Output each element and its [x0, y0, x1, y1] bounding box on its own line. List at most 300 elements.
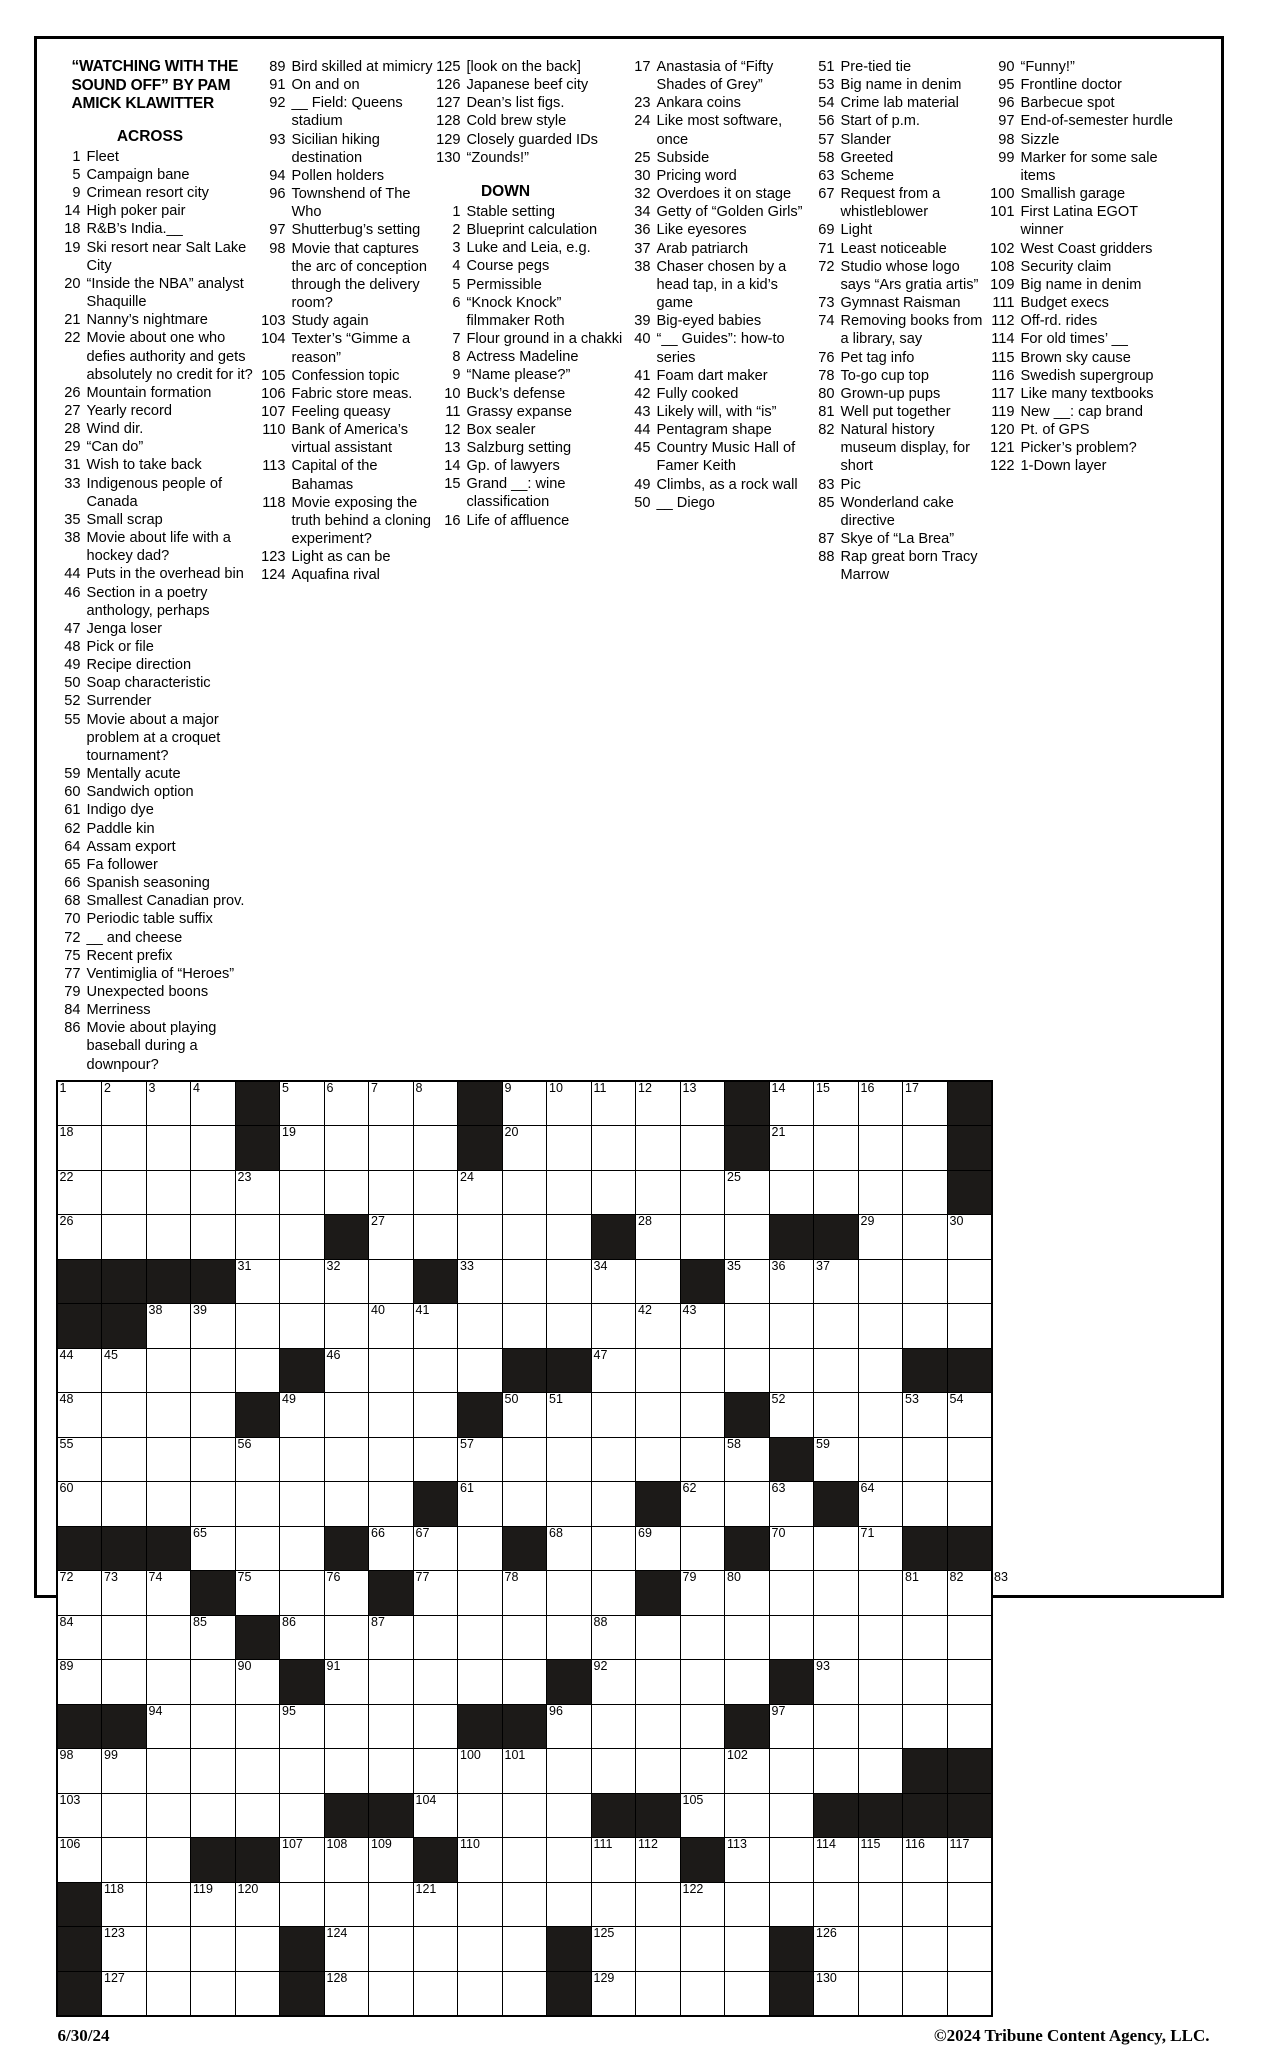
grid-cell-114[interactable] — [814, 1838, 859, 1883]
clue-down-95[interactable] — [990, 76, 1180, 94]
grid-cell[interactable] — [547, 1304, 592, 1349]
grid-cell[interactable] — [458, 1971, 503, 2016]
clue-across-47[interactable] — [56, 620, 261, 638]
grid-cell-90[interactable] — [235, 1660, 280, 1705]
grid-cell[interactable] — [858, 1304, 903, 1349]
grid-cell-104[interactable] — [413, 1793, 458, 1838]
grid-cell[interactable] — [146, 1126, 191, 1171]
grid-cell-42[interactable] — [636, 1304, 681, 1349]
grid-cell[interactable] — [769, 1170, 814, 1215]
grid-cell[interactable] — [369, 1482, 414, 1527]
grid-cell-113[interactable] — [725, 1838, 770, 1883]
grid-cell-122[interactable] — [680, 1882, 725, 1927]
grid-cell[interactable] — [725, 1482, 770, 1527]
grid-cell-97[interactable] — [769, 1704, 814, 1749]
clue-down-16[interactable] — [436, 512, 626, 530]
clue-down-7[interactable] — [436, 330, 626, 348]
clue-down-102[interactable] — [990, 240, 1180, 258]
grid-cell-39[interactable] — [191, 1304, 236, 1349]
grid-cell-45[interactable] — [102, 1348, 147, 1393]
grid-cell-7[interactable] — [369, 1081, 414, 1126]
clue-across-105[interactable] — [261, 367, 436, 385]
grid-cell-35[interactable] — [725, 1259, 770, 1304]
grid-cell-100[interactable] — [458, 1749, 503, 1794]
clue-down-13[interactable] — [436, 439, 626, 457]
grid-cell[interactable] — [680, 1704, 725, 1749]
grid-cell[interactable] — [680, 1215, 725, 1260]
grid-cell[interactable] — [280, 1437, 325, 1482]
grid-cell[interactable] — [903, 1882, 948, 1927]
grid-cell[interactable] — [191, 1971, 236, 2016]
grid-cell-48[interactable] — [57, 1393, 102, 1438]
clue-down-2[interactable] — [436, 221, 626, 239]
grid-cell[interactable] — [636, 1437, 681, 1482]
grid-cell-55[interactable] — [57, 1437, 102, 1482]
clue-across-49[interactable] — [56, 656, 261, 674]
clue-down-83[interactable] — [810, 476, 990, 494]
grid-cell-129[interactable] — [591, 1971, 636, 2016]
grid-cell-36[interactable] — [769, 1259, 814, 1304]
grid-cell[interactable] — [102, 1793, 147, 1838]
clue-across-19[interactable] — [56, 239, 261, 275]
grid-cell-41[interactable] — [413, 1304, 458, 1349]
grid-cell-130[interactable] — [814, 1971, 859, 2016]
grid-cell[interactable] — [814, 1170, 859, 1215]
clue-down-98[interactable] — [990, 131, 1180, 149]
grid-cell-115[interactable] — [858, 1838, 903, 1883]
grid-cell[interactable] — [324, 1704, 369, 1749]
clue-down-81[interactable] — [810, 403, 990, 421]
clue-across-35[interactable] — [56, 511, 261, 529]
grid-cell[interactable] — [636, 1971, 681, 2016]
grid-cell[interactable] — [413, 1927, 458, 1972]
clue-down-36[interactable] — [626, 221, 810, 239]
grid-cell[interactable] — [235, 1482, 280, 1527]
clue-down-69[interactable] — [810, 221, 990, 239]
clue-across-91[interactable] — [261, 76, 436, 94]
grid-cell-117[interactable] — [947, 1838, 992, 1883]
clue-down-116[interactable] — [990, 367, 1180, 385]
grid-cell[interactable] — [413, 1348, 458, 1393]
grid-cell-121[interactable] — [413, 1882, 458, 1927]
grid-cell-91[interactable] — [324, 1660, 369, 1705]
grid-cell[interactable] — [947, 1259, 992, 1304]
grid-cell-69[interactable] — [636, 1526, 681, 1571]
clue-down-41[interactable] — [626, 367, 810, 385]
grid-cell-105[interactable] — [680, 1793, 725, 1838]
grid-cell[interactable] — [947, 1437, 992, 1482]
clue-down-120[interactable] — [990, 421, 1180, 439]
grid-cell[interactable] — [146, 1170, 191, 1215]
clue-across-107[interactable] — [261, 403, 436, 421]
grid-cell[interactable] — [858, 1437, 903, 1482]
clue-across-46[interactable] — [56, 584, 261, 620]
grid-cell[interactable] — [102, 1393, 147, 1438]
grid-cell-75[interactable] — [235, 1571, 280, 1616]
grid-cell[interactable] — [858, 1749, 903, 1794]
grid-cell-106[interactable] — [57, 1838, 102, 1883]
grid-cell[interactable] — [680, 1437, 725, 1482]
clue-across-55[interactable] — [56, 711, 261, 765]
grid-cell-56[interactable] — [235, 1437, 280, 1482]
grid-cell-118[interactable] — [102, 1882, 147, 1927]
clue-across-118[interactable] — [261, 494, 436, 548]
clue-across-18[interactable] — [56, 220, 261, 238]
grid-cell[interactable] — [191, 1793, 236, 1838]
grid-cell[interactable] — [680, 1393, 725, 1438]
grid-cell[interactable] — [903, 1304, 948, 1349]
grid-cell-30[interactable] — [947, 1215, 992, 1260]
grid-cell[interactable] — [280, 1882, 325, 1927]
grid-cell-65[interactable] — [191, 1526, 236, 1571]
grid-cell[interactable] — [858, 1882, 903, 1927]
grid-cell[interactable] — [680, 1660, 725, 1705]
grid-cell[interactable] — [280, 1571, 325, 1616]
grid-cell[interactable] — [235, 1526, 280, 1571]
grid-cell[interactable] — [502, 1793, 547, 1838]
grid-cell[interactable] — [191, 1170, 236, 1215]
clue-across-1[interactable] — [56, 148, 261, 166]
grid-cell-101[interactable] — [502, 1749, 547, 1794]
grid-cell-19[interactable] — [280, 1126, 325, 1171]
grid-cell[interactable] — [280, 1482, 325, 1527]
clue-down-44[interactable] — [626, 421, 810, 439]
grid-cell[interactable] — [235, 1304, 280, 1349]
grid-cell[interactable] — [413, 1704, 458, 1749]
grid-cell[interactable] — [280, 1526, 325, 1571]
clue-down-80[interactable] — [810, 385, 990, 403]
grid-cell[interactable] — [191, 1749, 236, 1794]
grid-cell-53[interactable] — [903, 1393, 948, 1438]
clue-down-45[interactable] — [626, 439, 810, 475]
grid-cell-52[interactable] — [769, 1393, 814, 1438]
grid-cell[interactable] — [636, 1170, 681, 1215]
grid-cell-38[interactable] — [146, 1304, 191, 1349]
grid-cell-11[interactable] — [591, 1081, 636, 1126]
clue-down-82[interactable] — [810, 421, 990, 475]
grid-cell-25[interactable] — [725, 1170, 770, 1215]
clue-down-76[interactable] — [810, 349, 990, 367]
clue-down-38[interactable] — [626, 258, 810, 312]
grid-cell-74[interactable] — [146, 1571, 191, 1616]
grid-cell[interactable] — [636, 1749, 681, 1794]
grid-cell-125[interactable] — [591, 1927, 636, 1972]
clue-across-84[interactable] — [56, 1001, 261, 1019]
clue-across-61[interactable] — [56, 801, 261, 819]
grid-cell[interactable] — [146, 1749, 191, 1794]
grid-cell[interactable] — [146, 1971, 191, 2016]
grid-cell-128[interactable] — [324, 1971, 369, 2016]
clue-down-78[interactable] — [810, 367, 990, 385]
grid-cell-29[interactable] — [858, 1215, 903, 1260]
clue-across-64[interactable] — [56, 838, 261, 856]
grid-cell[interactable] — [191, 1215, 236, 1260]
clue-across-38[interactable] — [56, 529, 261, 565]
grid-cell[interactable] — [947, 1971, 992, 2016]
grid-cell[interactable] — [458, 1348, 503, 1393]
grid-cell[interactable] — [769, 1793, 814, 1838]
clue-across-27[interactable] — [56, 402, 261, 420]
clue-across-52[interactable] — [56, 692, 261, 710]
grid-cell[interactable] — [680, 1927, 725, 1972]
clue-down-112[interactable] — [990, 312, 1180, 330]
grid-cell-99[interactable] — [102, 1749, 147, 1794]
grid-cell[interactable] — [547, 1882, 592, 1927]
grid-cell[interactable] — [324, 1304, 369, 1349]
clue-down-39[interactable] — [626, 312, 810, 330]
clue-down-109[interactable] — [990, 276, 1180, 294]
grid-cell[interactable] — [814, 1526, 859, 1571]
grid-cell[interactable] — [636, 1927, 681, 1972]
grid-cell[interactable] — [502, 1838, 547, 1883]
grid-cell[interactable] — [369, 1259, 414, 1304]
grid-cell[interactable] — [858, 1393, 903, 1438]
grid-cell[interactable] — [947, 1304, 992, 1349]
grid-cell[interactable] — [146, 1393, 191, 1438]
grid-cell[interactable] — [369, 1393, 414, 1438]
grid-cell[interactable] — [547, 1215, 592, 1260]
grid-cell-4[interactable] — [191, 1081, 236, 1126]
grid-cell[interactable] — [502, 1215, 547, 1260]
grid-cell[interactable] — [769, 1348, 814, 1393]
clue-down-37[interactable] — [626, 240, 810, 258]
grid-cell[interactable] — [191, 1437, 236, 1482]
grid-cell[interactable] — [280, 1170, 325, 1215]
grid-cell[interactable] — [280, 1304, 325, 1349]
grid-cell-17[interactable] — [903, 1081, 948, 1126]
clue-across-93[interactable] — [261, 131, 436, 167]
grid-cell[interactable] — [547, 1482, 592, 1527]
grid-cell[interactable] — [413, 1971, 458, 2016]
grid-cell-26[interactable] — [57, 1215, 102, 1260]
clue-across-29[interactable] — [56, 438, 261, 456]
clue-down-11[interactable] — [436, 403, 626, 421]
clue-down-42[interactable] — [626, 385, 810, 403]
grid-cell-34[interactable] — [591, 1259, 636, 1304]
grid-cell[interactable] — [858, 1927, 903, 1972]
grid-cell-120[interactable] — [235, 1882, 280, 1927]
grid-cell[interactable] — [636, 1348, 681, 1393]
grid-cell[interactable] — [146, 1927, 191, 1972]
grid-cell[interactable] — [413, 1393, 458, 1438]
grid-cell-67[interactable] — [413, 1526, 458, 1571]
grid-cell[interactable] — [324, 1882, 369, 1927]
grid-cell-107[interactable] — [280, 1838, 325, 1883]
grid-cell[interactable] — [903, 1704, 948, 1749]
grid-cell-63[interactable] — [769, 1482, 814, 1527]
grid-cell[interactable] — [369, 1660, 414, 1705]
grid-cell-28[interactable] — [636, 1215, 681, 1260]
clue-across-77[interactable] — [56, 965, 261, 983]
grid-cell-40[interactable] — [369, 1304, 414, 1349]
clue-down-4[interactable] — [436, 257, 626, 275]
grid-cell[interactable] — [680, 1971, 725, 2016]
grid-cell[interactable] — [547, 1749, 592, 1794]
grid-cell[interactable] — [369, 1971, 414, 2016]
grid-cell[interactable] — [903, 1437, 948, 1482]
grid-cell[interactable] — [725, 1215, 770, 1260]
grid-cell-110[interactable] — [458, 1838, 503, 1883]
grid-cell-12[interactable] — [636, 1081, 681, 1126]
clue-across-21[interactable] — [56, 311, 261, 329]
grid-cell[interactable] — [591, 1749, 636, 1794]
clue-across-126[interactable] — [436, 76, 626, 94]
grid-cell-44[interactable] — [57, 1348, 102, 1393]
clue-down-111[interactable] — [990, 294, 1180, 312]
grid-cell[interactable] — [947, 1927, 992, 1972]
grid-cell[interactable] — [725, 1971, 770, 2016]
grid-cell[interactable] — [814, 1348, 859, 1393]
crossword-grid[interactable] — [56, 1080, 1008, 2018]
clue-across-86[interactable] — [56, 1019, 261, 1073]
clue-down-53[interactable] — [810, 76, 990, 94]
grid-cell[interactable] — [502, 1304, 547, 1349]
clue-down-54[interactable] — [810, 94, 990, 112]
grid-cell-10[interactable] — [547, 1081, 592, 1126]
grid-cell[interactable] — [458, 1660, 503, 1705]
clue-across-60[interactable] — [56, 783, 261, 801]
grid-cell[interactable] — [814, 1393, 859, 1438]
clue-across-89[interactable] — [261, 58, 436, 76]
grid-cell-96[interactable] — [547, 1704, 592, 1749]
grid-cell[interactable] — [858, 1259, 903, 1304]
grid-cell[interactable] — [413, 1170, 458, 1215]
clue-down-56[interactable] — [810, 112, 990, 130]
clue-down-12[interactable] — [436, 421, 626, 439]
clue-down-114[interactable] — [990, 330, 1180, 348]
grid-cell[interactable] — [191, 1126, 236, 1171]
clue-down-34[interactable] — [626, 203, 810, 221]
grid-cell[interactable] — [102, 1838, 147, 1883]
clue-down-100[interactable] — [990, 185, 1180, 203]
grid-cell-77[interactable] — [413, 1571, 458, 1616]
grid-cell[interactable] — [146, 1882, 191, 1927]
clue-across-128[interactable] — [436, 112, 626, 130]
clue-across-22[interactable] — [56, 329, 261, 383]
clue-across-94[interactable] — [261, 167, 436, 185]
grid-cell-103[interactable] — [57, 1793, 102, 1838]
grid-cell-76[interactable] — [324, 1571, 369, 1616]
grid-cell[interactable] — [502, 1170, 547, 1215]
grid-cell[interactable] — [502, 1882, 547, 1927]
grid-cell[interactable] — [502, 1482, 547, 1527]
grid-cell[interactable] — [146, 1437, 191, 1482]
clue-down-63[interactable] — [810, 167, 990, 185]
grid-cell-47[interactable] — [591, 1348, 636, 1393]
clue-down-119[interactable] — [990, 403, 1180, 421]
grid-cell-59[interactable] — [814, 1437, 859, 1482]
clue-down-43[interactable] — [626, 403, 810, 421]
grid-cell[interactable] — [547, 1838, 592, 1883]
clue-down-14[interactable] — [436, 457, 626, 475]
grid-cell[interactable] — [903, 1971, 948, 2016]
clue-down-74[interactable] — [810, 312, 990, 348]
grid-cell-60[interactable] — [57, 1482, 102, 1527]
grid-cell[interactable] — [814, 1304, 859, 1349]
grid-cell[interactable] — [636, 1882, 681, 1927]
grid-cell[interactable] — [413, 1215, 458, 1260]
grid-cell-43[interactable] — [680, 1304, 725, 1349]
grid-cell-94[interactable] — [146, 1704, 191, 1749]
grid-cell-3[interactable] — [146, 1081, 191, 1126]
grid-cell-71[interactable] — [858, 1526, 903, 1571]
grid-cell[interactable] — [725, 1793, 770, 1838]
grid-cell-5[interactable] — [280, 1081, 325, 1126]
clue-across-75[interactable] — [56, 947, 261, 965]
clue-down-40[interactable] — [626, 330, 810, 366]
grid-cell[interactable] — [591, 1571, 636, 1616]
grid-cell-81[interactable] — [903, 1571, 948, 1616]
grid-cell[interactable] — [903, 1927, 948, 1972]
grid-cell-95[interactable] — [280, 1704, 325, 1749]
grid-cell[interactable] — [458, 1526, 503, 1571]
grid-cell[interactable] — [102, 1126, 147, 1171]
grid-cell[interactable] — [769, 1749, 814, 1794]
grid-cell[interactable] — [725, 1660, 770, 1705]
clue-down-99[interactable] — [990, 149, 1180, 185]
grid-cell-18[interactable] — [57, 1126, 102, 1171]
grid-cell-62[interactable] — [680, 1482, 725, 1527]
grid-cell[interactable] — [502, 1660, 547, 1705]
grid-cell[interactable] — [146, 1660, 191, 1705]
grid-cell[interactable] — [591, 1882, 636, 1927]
clue-down-3[interactable] — [436, 239, 626, 257]
grid-cell[interactable] — [146, 1215, 191, 1260]
clue-across-129[interactable] — [436, 131, 626, 149]
clue-across-20[interactable] — [56, 275, 261, 311]
grid-cell-23[interactable] — [235, 1170, 280, 1215]
clue-down-88[interactable] — [810, 548, 990, 584]
grid-cell[interactable] — [814, 1749, 859, 1794]
grid-cell[interactable] — [680, 1749, 725, 1794]
grid-cell-61[interactable] — [458, 1482, 503, 1527]
clue-across-59[interactable] — [56, 765, 261, 783]
grid-cell-57[interactable] — [458, 1437, 503, 1482]
clue-down-101[interactable] — [990, 203, 1180, 239]
clue-down-72[interactable] — [810, 258, 990, 294]
clue-down-30[interactable] — [626, 167, 810, 185]
grid-cell-68[interactable] — [547, 1526, 592, 1571]
grid-cell[interactable] — [280, 1215, 325, 1260]
grid-cell-98[interactable] — [57, 1749, 102, 1794]
grid-cell[interactable] — [235, 1927, 280, 1972]
grid-cell[interactable] — [769, 1571, 814, 1616]
grid-cell[interactable] — [191, 1927, 236, 1972]
grid-cell[interactable] — [947, 1704, 992, 1749]
grid-cell[interactable] — [191, 1393, 236, 1438]
grid-cell-49[interactable] — [280, 1393, 325, 1438]
grid-cell[interactable] — [324, 1482, 369, 1527]
clue-down-85[interactable] — [810, 494, 990, 530]
grid-cell[interactable] — [102, 1660, 147, 1705]
clue-down-121[interactable] — [990, 439, 1180, 457]
clue-down-71[interactable] — [810, 240, 990, 258]
clue-down-97[interactable] — [990, 112, 1180, 130]
grid-cell[interactable] — [636, 1393, 681, 1438]
grid-cell-13[interactable] — [680, 1081, 725, 1126]
grid-cell-64[interactable] — [858, 1482, 903, 1527]
grid-cell[interactable] — [725, 1882, 770, 1927]
grid-cell[interactable] — [814, 1882, 859, 1927]
grid-cell-27[interactable] — [369, 1215, 414, 1260]
grid-cell[interactable] — [591, 1393, 636, 1438]
grid-cell[interactable] — [725, 1927, 770, 1972]
grid-cell-111[interactable] — [591, 1838, 636, 1883]
clue-across-44[interactable] — [56, 565, 261, 583]
grid-cell[interactable] — [858, 1704, 903, 1749]
grid-cell[interactable] — [280, 1749, 325, 1794]
grid-cell-24[interactable] — [458, 1170, 503, 1215]
